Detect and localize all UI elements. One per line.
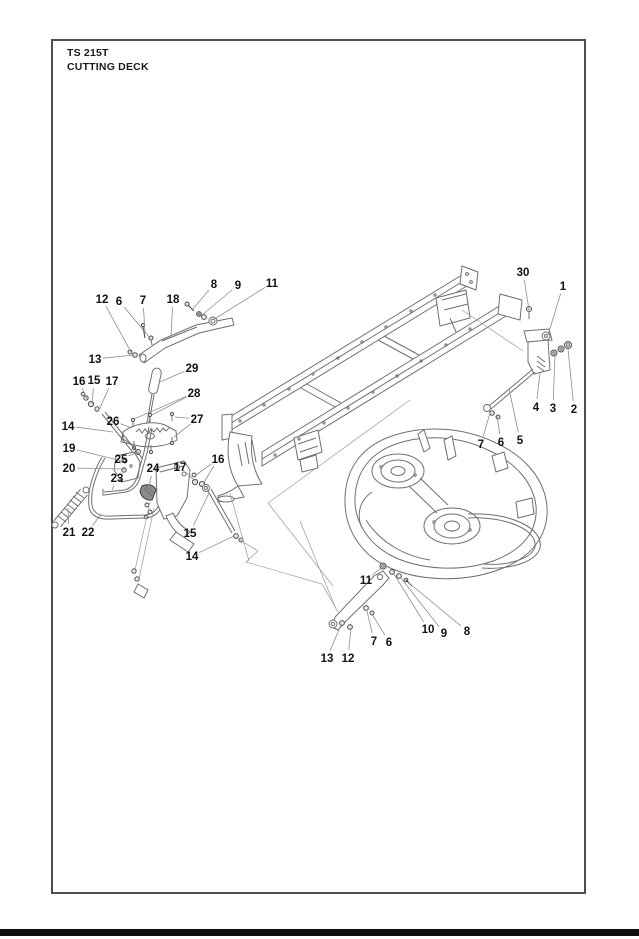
part-label-26: 26: [106, 416, 120, 428]
leader-line-7: [483, 413, 490, 436]
part-label-23: 23: [110, 473, 124, 485]
part-label-13: 13: [320, 653, 334, 665]
part-label-17: 17: [105, 376, 119, 388]
leader-line-27: [174, 424, 191, 437]
bellcrank-arm: [329, 563, 412, 630]
part-label-9: 9: [234, 280, 242, 292]
leader-line-10: [394, 574, 424, 622]
part-label-6: 6: [497, 437, 505, 449]
part-label-9: 9: [440, 628, 448, 640]
leader-line-12: [106, 306, 131, 352]
lower-lift-link: [192, 473, 243, 542]
leader-line-23: [112, 485, 114, 490]
part-label-8: 8: [463, 626, 471, 638]
leader-line-6: [124, 307, 150, 338]
part-label-25: 25: [114, 454, 128, 466]
tension-spring: [52, 487, 89, 528]
leader-line-30: [524, 280, 529, 310]
part-label-1: 1: [559, 281, 567, 293]
leader-line-28: [134, 396, 187, 419]
page-footer-rule: [0, 929, 639, 936]
part-label-4: 4: [532, 402, 540, 414]
part-label-27: 27: [190, 414, 204, 426]
part-label-5: 5: [516, 435, 524, 447]
leader-line-12: [349, 628, 351, 650]
leader-line-26: [121, 424, 132, 428]
part-label-22: 22: [81, 527, 95, 539]
leader-line-27: [175, 417, 189, 418]
part-label-21: 21: [62, 527, 76, 539]
part-label-6: 6: [115, 296, 123, 308]
leader-line-11: [213, 287, 265, 320]
part-label-8: 8: [210, 279, 218, 291]
leader-line-21: [68, 508, 69, 524]
part-label-14: 14: [185, 551, 199, 563]
leader-line-28: [152, 397, 187, 415]
leader-line-17: [99, 388, 109, 410]
leader-line-8: [409, 583, 461, 626]
shift-knob: [146, 367, 162, 428]
part-label-12: 12: [95, 294, 109, 306]
part-label-13: 13: [88, 354, 102, 366]
leader-line-13: [103, 355, 134, 358]
leader-line-9: [401, 578, 439, 627]
leader-line-15: [193, 493, 209, 526]
part-label-17: 17: [173, 462, 187, 474]
part-label-7: 7: [477, 439, 485, 451]
part-label-11: 11: [359, 575, 373, 587]
part-label-29: 29: [185, 363, 199, 375]
part-label-30: 30: [516, 267, 530, 279]
leader-line-3: [553, 355, 555, 400]
part-label-12: 12: [341, 653, 355, 665]
part-label-15: 15: [87, 375, 101, 387]
part-label-16: 16: [211, 454, 225, 466]
part-label-2: 2: [570, 404, 578, 416]
part-label-28: 28: [187, 388, 201, 400]
leader-line-5: [509, 389, 518, 432]
part-label-6: 6: [385, 637, 393, 649]
leader-line-4: [537, 373, 540, 399]
leader-line-2: [568, 349, 573, 401]
part-label-20: 20: [62, 463, 76, 475]
part-label-11: 11: [265, 278, 279, 290]
leader-line-29: [160, 371, 185, 382]
part-label-16: 16: [72, 376, 86, 388]
part-label-15: 15: [183, 528, 197, 540]
part-label-7: 7: [139, 295, 147, 307]
section-title: CUTTING DECK: [67, 60, 149, 73]
part-label-10: 10: [421, 624, 435, 636]
leader-line-8: [193, 290, 209, 309]
part-label-18: 18: [166, 294, 180, 306]
part-label-14: 14: [61, 421, 75, 433]
part-label-19: 19: [62, 443, 76, 455]
model-title: TS 215T: [67, 47, 109, 59]
leader-line-14: [199, 536, 234, 553]
leader-line-18: [171, 307, 173, 336]
cutting-deck: [345, 429, 547, 579]
part-label-24: 24: [146, 463, 160, 475]
part-label-7: 7: [370, 636, 378, 648]
part-label-3: 3: [549, 403, 557, 415]
leader-line-6: [372, 614, 385, 635]
leader-line-1: [548, 294, 561, 335]
